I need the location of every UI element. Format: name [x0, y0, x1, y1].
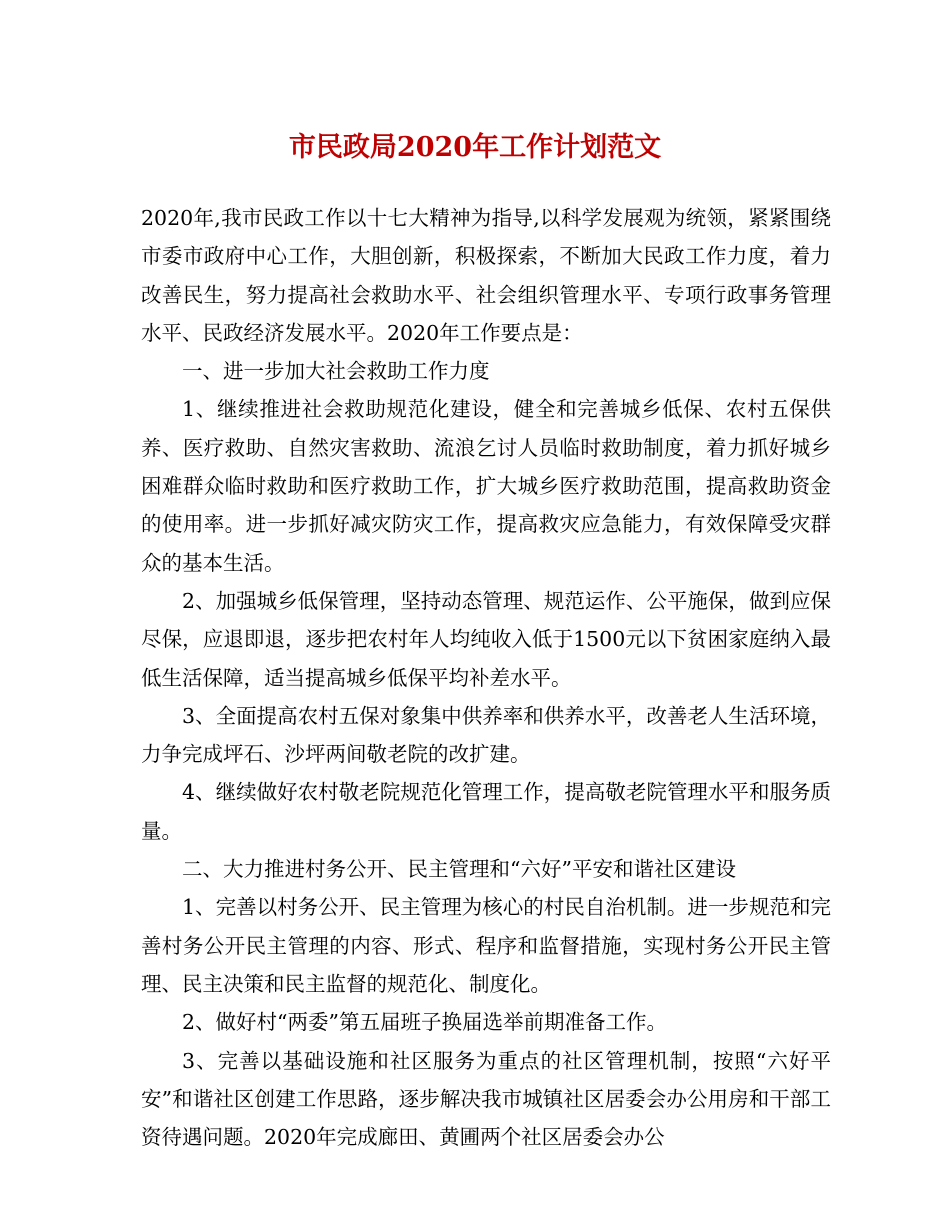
- document-title: 市民政局2020年工作计划范文: [288, 132, 662, 163]
- intro-paragraph: 2020年,我市民政工作以十七大精神为指导,以科学发展观为统领，紧紧围绕市委市政府中心工作，大胆创新，积极探索，不断加大民政工作力度，着力改善民生，努力提高社会救助水平、社会组织管理水平、专项行政事务管理水平、民政经济发展水平。2020年工作要点是：: [141, 206, 831, 345]
- section-heading-2: 二、大力推进村务公开、民主管理和“六好”平安和谐社区建设: [182, 857, 736, 882]
- section-2-item-1: 1、完善以村务公开、民主管理为核心的村民自治机制。进一步规范和完善村务公开民主管理的内容、形式、程序和监督措施，实现村务公开民主管理、民主决策和民主监督的规范化、制度化。: [141, 895, 831, 996]
- document-body: [141, 199, 831, 1156]
- section-1-item-1: 1、继续推进社会救助规范化建设，健全和完善城乡低保、农村五保供养、医疗救助、自然灾害救助、流浪乞讨人员临时救助制度，着力抓好城乡困难群众临时救助和医疗救助工作，扩大城乡医疗救助范围，提高救助资金的使用率。进一步抓好减灾防灾工作，提高救灾应急能力，有效保障受灾群众的基本生活。: [141, 397, 831, 575]
- section-1-item-4: 4、继续做好农村敬老院规范化管理工作，提高敬老院管理水平和服务质量。: [141, 780, 831, 843]
- section-2-item-3: 3、完善以基础设施和社区服务为重点的社区管理机制，按照“六好平安”和谐社区创建工作思路，逐步解决我市城镇社区居委会办公用房和干部工资待遇问题。2020年完成廊田、黄圃两个社区居委会办公: [141, 1048, 831, 1150]
- section-1-item-3: 3、全面提高农村五保对象集中供养率和供养水平，改善老人生活环境，力争完成坪石、沙坪两间敬老院的改扩建。: [141, 703, 831, 767]
- section-1-item-2: 2、加强城乡低保管理，坚持动态管理、规范运作、公平施保，做到应保尽保，应退即退，逐步把农村年人均纯收入低于1500元以下贫困家庭纳入最低生活保障，适当提高城乡低保平均补差水平。: [141, 588, 831, 690]
- section-heading-1: 一、进一步加大社会救助工作力度: [182, 359, 490, 384]
- section-2-item-2: 2、做好村“两委”第五届班子换届选举前期准备工作。: [182, 1010, 668, 1035]
